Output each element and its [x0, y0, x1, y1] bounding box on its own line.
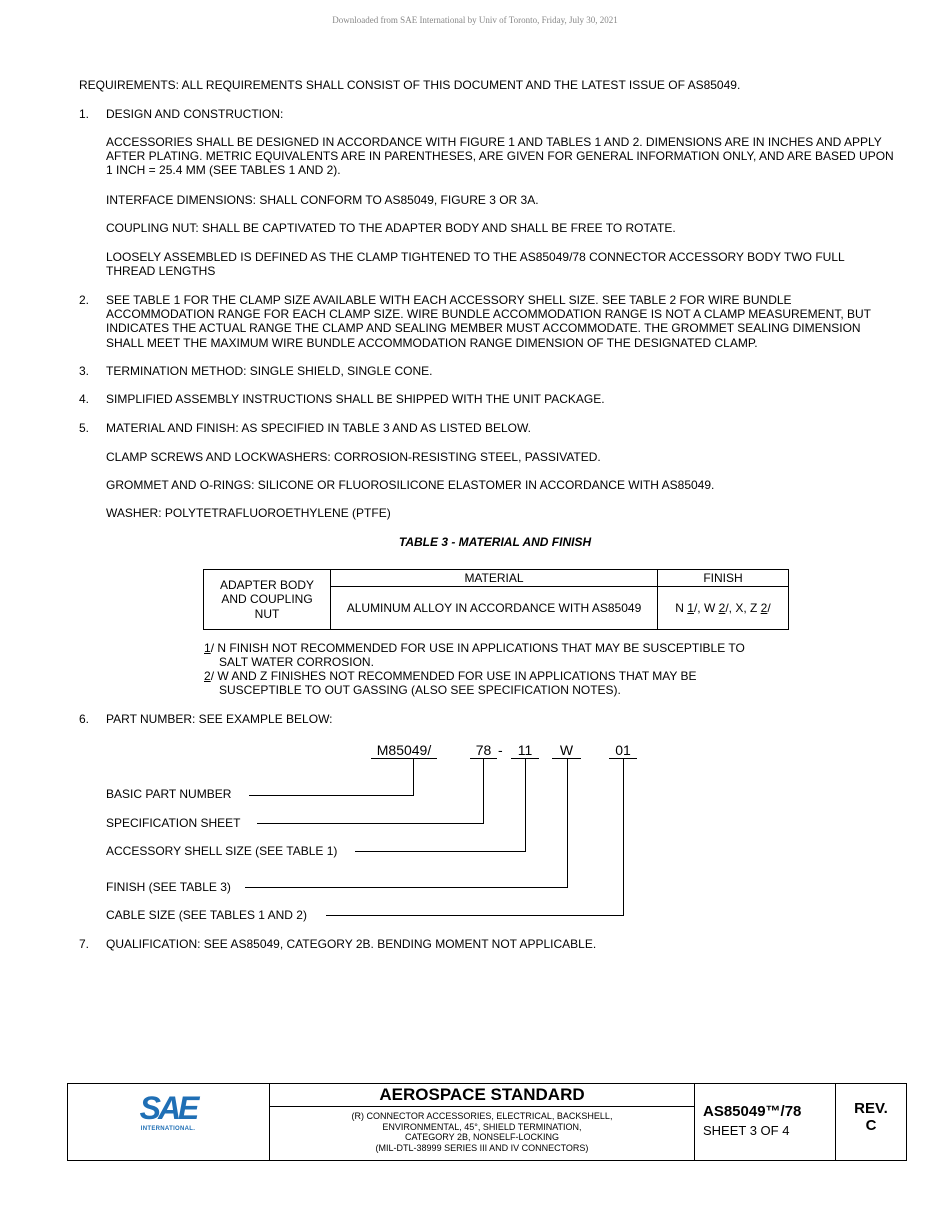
item-7-number: 7.: [79, 937, 90, 951]
label-specification-sheet: SPECIFICATION SHEET: [106, 816, 241, 830]
item-6-number: 6.: [79, 712, 90, 726]
item-5-washer: WASHER: POLYTETRAFLUOROETHYLENE (PTFE): [106, 506, 391, 520]
table-note-2: 2/ W AND Z FINISHES NOT RECOMMENDED FOR USE IN APPLICATIONS THAT MAY BE SUSCEPTIBLE TO OUT GASSING (ALSO SEE SPECIFICATION NOTES).: [204, 669, 697, 698]
label-finish: FINISH (SEE TABLE 3): [106, 880, 231, 894]
label-basic-part-number: BASIC PART NUMBER: [106, 787, 232, 801]
table-row-header: ADAPTER BODY AND COUPLING NUT: [204, 570, 331, 630]
item-7-text: QUALIFICATION: SEE AS85049, CATEGORY 2B. BENDING MOMENT NOT APPLICABLE.: [106, 937, 597, 951]
note-2-mark: 2/: [204, 669, 215, 683]
pn-finish: W: [552, 742, 581, 759]
document-type-title: AEROSPACE STANDARD: [270, 1084, 694, 1107]
pn-shell: 11: [511, 742, 539, 759]
revision-value: C: [865, 1117, 877, 1134]
pn-dash: -: [498, 742, 503, 758]
leader-shell-horizontal: [355, 851, 526, 852]
leader-cable-horizontal: [326, 915, 624, 916]
pn-sheet: 78: [470, 742, 497, 759]
material-finish-table: [203, 569, 789, 630]
requirements-statement: REQUIREMENTS: ALL REQUIREMENTS SHALL CONSIST OF THIS DOCUMENT AND THE LATEST ISSUE OF AS85049.: [79, 78, 741, 92]
item-3-number: 3.: [79, 364, 90, 378]
item-1-paragraph-coupling-nut: COUPLING NUT: SHALL BE CAPTIVATED TO THE ADAPTER BODY AND SHALL BE FREE TO ROTATE.: [106, 221, 676, 235]
document-number: AS85049™/78: [703, 1103, 802, 1120]
item-5-number: 5.: [79, 421, 90, 435]
item-1-heading: DESIGN AND CONSTRUCTION:: [106, 107, 284, 121]
leader-basic-vertical: [413, 759, 414, 795]
item-2-text: SEE TABLE 1 FOR THE CLAMP SIZE AVAILABLE WITH EACH ACCESSORY SHELL SIZE. SEE TABLE 2 FOR WIRE BUNDLE ACCOMMODATION RANGE FOR EACH CLAMP SIZE. WIRE BUNDLE ACCOMMODATION RANGE IS NOT A CLAMP MEASUREMENT, BUT INDICATES THE ACTUAL RANGE THE CLAMP AND SEALING MEMBER MUST ACCOMMODATE. THE GROMMET SEALING DIMENSION SHALL MEET THE MAXIMUM WIRE BUNDLE ACCOMMODATION RANGE DIMENSION OF THE DESIGNATED CLAMP.: [106, 293, 871, 350]
pn-basic: M85049/: [371, 742, 437, 759]
item-1-number: 1.: [79, 107, 90, 121]
item-1-paragraph-accessories: ACCESSORIES SHALL BE DESIGNED IN ACCORDANCE WITH FIGURE 1 AND TABLES 1 AND 2. DIMENSIONS ARE IN INCHES AND APPLY AFTER PLATING. METRIC EQUIVALENTS ARE IN PARENTHESES, ARE GIVEN FOR GENERAL INFORMATION ONLY, AND ARE BASED UPON 1 INCH = 25.4 MM (SEE TABLES 1 AND 2).: [106, 135, 894, 178]
leader-basic-horizontal: [249, 795, 414, 796]
table-cell-material: ALUMINUM ALLOY IN ACCORDANCE WITH AS85049: [331, 587, 658, 630]
document-number-cell: [695, 1084, 836, 1160]
item-1-paragraph-loosely-assembled: LOOSELY ASSEMBLED IS DEFINED AS THE CLAMP TIGHTENED TO THE AS85049/78 CONNECTOR ACCESSORY BODY TWO FULL THREAD LENGTHS: [106, 250, 845, 279]
revision-cell: [836, 1084, 906, 1160]
leader-finish-horizontal: [245, 887, 568, 888]
leader-finish-vertical: [567, 759, 568, 887]
table-cell-finish: N 1/, W 2/, X, Z 2/: [658, 587, 789, 630]
item-4-text: SIMPLIFIED ASSEMBLY INSTRUCTIONS SHALL BE SHIPPED WITH THE UNIT PACKAGE.: [106, 392, 605, 406]
column-header-material: MATERIAL: [331, 570, 658, 587]
document-description: (R) CONNECTOR ACCESSORIES, ELECTRICAL, BACKSHELL, ENVIRONMENTAL, 45°, SHIELD TERMINATION, CATEGORY 2B, NONSELF-LOCKING (MIL-DTL-38999 SERIES III AND IV CONNECTORS): [351, 1111, 613, 1153]
pn-cable: 01: [609, 742, 637, 759]
note-1-mark: 1/: [204, 641, 215, 655]
table-3-caption: TABLE 3 - MATERIAL AND FINISH: [398, 535, 592, 549]
leader-shell-vertical: [525, 759, 526, 851]
item-5-text: MATERIAL AND FINISH: AS SPECIFIED IN TABLE 3 AND AS LISTED BELOW.: [106, 421, 532, 435]
item-4-number: 4.: [79, 392, 90, 406]
sae-logo: SAE INTERNATIONAL.: [139, 1090, 197, 1132]
title-block: [67, 1083, 907, 1161]
download-watermark: Downloaded from SAE International by Univ of Toronto, Friday, July 30, 2021: [332, 15, 618, 25]
item-3-text: TERMINATION METHOD: SINGLE SHIELD, SINGLE CONE.: [106, 364, 433, 378]
item-6-text: PART NUMBER: SEE EXAMPLE BELOW:: [106, 712, 333, 726]
item-5-clamp-screws: CLAMP SCREWS AND LOCKWASHERS: CORROSION-RESISTING STEEL, PASSIVATED.: [106, 450, 601, 464]
leader-sheet-horizontal: [257, 823, 484, 824]
item-5-grommet: GROMMET AND O-RINGS: SILICONE OR FLUOROSILICONE ELASTOMER IN ACCORDANCE WITH AS85049.: [106, 478, 715, 492]
item-1-paragraph-interface: INTERFACE DIMENSIONS: SHALL CONFORM TO AS85049, FIGURE 3 OR 3A.: [106, 193, 539, 207]
logo-cell: [68, 1084, 270, 1160]
table-note-1: 1/ N FINISH NOT RECOMMENDED FOR USE IN APPLICATIONS THAT MAY BE SUSCEPTIBLE TO SALT WATER CORROSION.: [204, 641, 745, 670]
leader-sheet-vertical: [483, 759, 484, 823]
label-cable-size: CABLE SIZE (SEE TABLES 1 AND 2): [106, 908, 307, 922]
label-accessory-shell-size: ACCESSORY SHELL SIZE (SEE TABLE 1): [106, 844, 338, 858]
revision-label: REV.: [854, 1100, 888, 1117]
item-2-number: 2.: [79, 293, 90, 307]
description-cell: [270, 1084, 695, 1160]
leader-cable-vertical: [623, 759, 624, 915]
sheet-number: SHEET 3 OF 4: [703, 1123, 790, 1138]
column-header-finish: FINISH: [658, 570, 789, 587]
